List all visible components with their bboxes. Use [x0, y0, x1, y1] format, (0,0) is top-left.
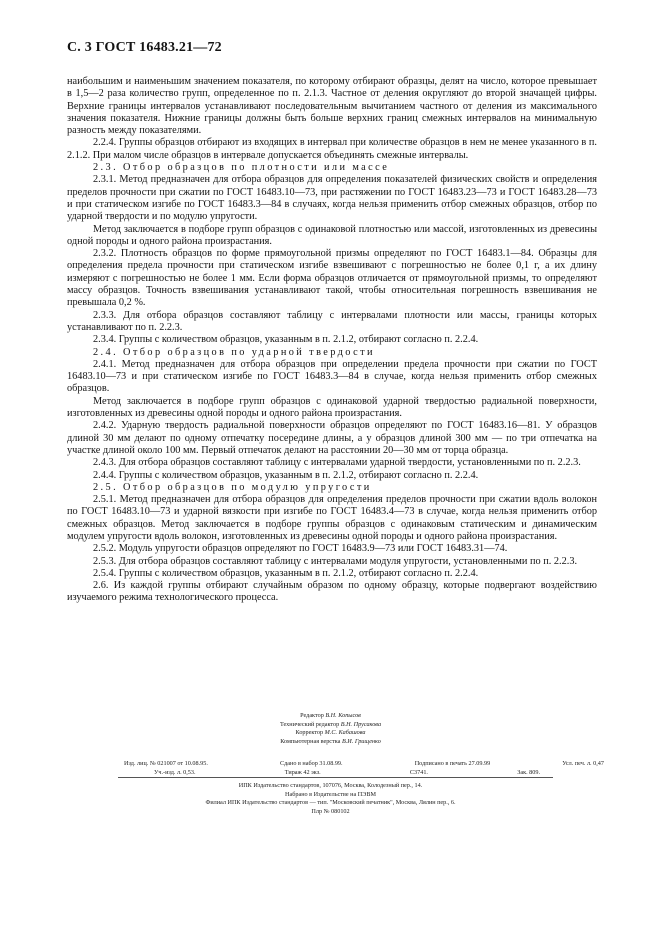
- paragraph: Метод заключается в подборе групп образцов с одинаковой ударной твердостью радиальной поверхности, изготовленных из древесины одной породы и одного района произрастания.: [67, 395, 597, 420]
- paragraph: 2.3.2. Плотность образцов по форме прямоугольной призмы определяют по ГОСТ 16483.1—84. Образцы для определения предела прочности при статическом изгибе взвешивают с погрешностью не более 0,1 г, а их длину измеряют с погрешностью не более 1 мм. Если форма образцов отличается от прямоугольной призмы, то определяют массу образцов. Точность взвешивания устанавливают такой, чтобы относительная погрешность взвешивания не превышала 0,2 %.: [67, 248, 597, 309]
- paragraph: 2.4.1. Метод предназначен для отбора образцов при определении предела прочности при сжатии по ГОСТ 16483.10—73 и при статическом изгибе по ГОСТ 16483.3—84 в случае, когда нельзя применить отбор смежных образцов.: [67, 358, 597, 395]
- paragraph: 2.4.3. Для отбора образцов составляют таблицу с интервалами ударной твердости, установленными по п. 2.2.3.: [93, 457, 581, 469]
- credit-corrector: Корректор М.С. Кабашова: [295, 729, 366, 737]
- paragraph: 2.3.1. Метод предназначен для отбора образцов для определения показателей физических свойств и определения пределов прочности при сжатии по ГОСТ 16483.10—73, при растяжении по ГОСТ 16483.23—73 и ГОСТ 16483.28—73 и при статическом изгибе по ГОСТ 16483.3—84 в случаях, когда нельзя применить отбор смежных образцов, отбор по ударной твердости и по модулю упругости.: [67, 174, 597, 223]
- credit-layout: Компьютерная верстка В.И. Грищенко: [280, 737, 381, 745]
- credit-editor: Редактор В.Н. Копысов: [300, 712, 361, 719]
- paragraph: наибольшим и наименьшим значением показателя, по которому отбирают образцы, делят на число, которое превышает в 1,5—2 раза количество групп, определенное по п. 2.1.3. Частное от деления округляют до второй значащей цифры. Верхние границы интервалов устанавливают последовательным вычитанием частного от деления из максимального значения показателя. Нижние границы должны быть больше верхних границ смежных интервалов на минимальную разность между показателями.: [67, 76, 597, 137]
- paragraph: 2.3.4. Группы с количеством образцов, указанным в п. 2.1.2, отбирают согласно п. 2.2.4.: [93, 334, 479, 346]
- publishing-line: Уч.-изд. л. 0,53. Тираж 42 экз. С3741. Зак. 809.: [154, 768, 540, 776]
- branch-address: Филиал ИПК Издательство стандартов — тип. "Московский печатник", Москва, Лялин пер., 6.: [205, 799, 456, 807]
- paragraph: 2.2.4. Группы образцов отбирают из входящих в интервал при количестве образцов в нем не менее указанного в п. 2.1.2. При малом числе образцов в интервале допускается объединять смежные интервалы.: [67, 137, 597, 161]
- section-heading: 2.4. Отбор образцов по ударной твердости: [93, 346, 375, 358]
- paragraph: 2.3.3. Для отбора образцов составляют таблицу с интервалами плотности или массы, границы которых устанавливают по п. 2.2.3.: [67, 309, 597, 333]
- paragraph: 2.4.4. Группы с количеством образцов, указанным в п. 2.1.2, отбирают согласно п. 2.2.4.: [93, 469, 479, 481]
- credit-tech-editor: Технический редактор В.Н. Прусакова: [279, 720, 382, 728]
- publisher-address: ИПК Издательство стандартов, 107076, Москва, Колодезный пер., 14.: [238, 782, 423, 789]
- typeset-note: Набрано в Издательстве на ПЭВМ: [285, 790, 376, 798]
- paragraph: 2.6. Из каждой группы отбирают случайным образом по одному образцу, которые подвергают воздействию изучаемого режима технологического процесса.: [67, 580, 597, 604]
- paragraph: 2.5.4. Группы с количеством образцов, указанным в п. 2.1.2, отбирают согласно п. 2.2.4.: [93, 567, 479, 579]
- divider: [118, 777, 553, 778]
- section-heading: 2.3. Отбор образцов по плотности или массе: [93, 162, 390, 174]
- page-header: С. 3 ГОСТ 16483.21—72: [67, 40, 222, 55]
- paragraph: 2.4.2. Ударную твердость радиальной поверхности образцов определяют по ГОСТ 16483.16—81. У образцов длиной 30 мм делают по одному отпечатку посередине длины, а у образцов длиной 300 мм — по три отпечатка на участке длиной около 100 мм. Первый отпечаток делают на расстоянии 20—30 мм от торца образца.: [67, 420, 597, 456]
- document-body: [67, 76, 597, 605]
- paragraph: 2.5.1. Метод предназначен для отбора образцов для определения пределов прочности при сжатии вдоль волокон по ГОСТ 16483.10—73 и ударной вязкости при изгибе по ГОСТ 16483.4—73 в случае, когда нельзя применить отбор смежных образцов. Метод заключается в подборе группы образцов с одинаковым статическим и динамическим модулем упругости вдоль волокон, изготовленных из древесины одной породы и одного района произрастания.: [67, 494, 597, 542]
- paragraph: Метод заключается в подборе групп образцов с одинаковой плотностью или массой, изготовленных из древесины одной породы и одного района произрастания.: [67, 223, 597, 247]
- publishing-line: Изд. лиц. № 021007 от 10.08.95. Сдано в набор 31.08.99. Подписано в печать 27.09.99 Усл. печ. л. 0,47: [124, 760, 604, 767]
- paragraph: 2.5.2. Модуль упругости образцов определяют по ГОСТ 16483.9—73 или ГОСТ 16483.31—74.: [93, 543, 508, 555]
- publisher-info: [0, 782, 661, 816]
- plr-number: Плр № 080102: [311, 807, 350, 815]
- section-heading: 2.5. Отбор образцов по модулю упругости: [93, 481, 372, 493]
- credits-block: [0, 712, 661, 746]
- paragraph: 2.5.3. Для отбора образцов составляют таблицу с интервалами модуля упругости, установленными по п. 2.2.3.: [93, 555, 578, 567]
